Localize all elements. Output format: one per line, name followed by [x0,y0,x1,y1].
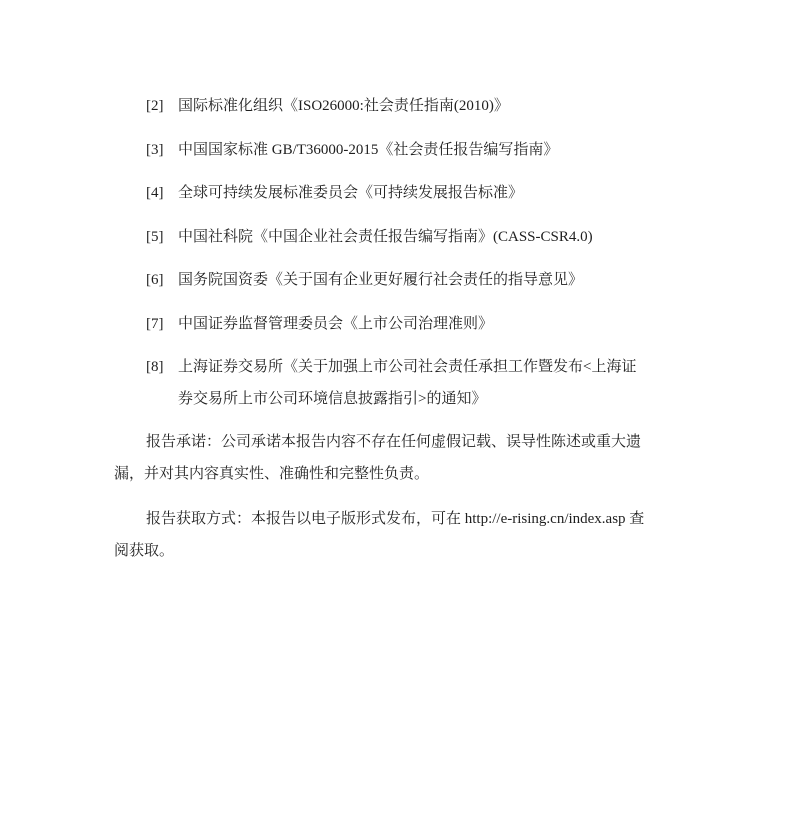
reference-item [146,95,671,117]
access-line-2: 阅获取。 [114,543,175,559]
reference-number: [6] [146,272,164,288]
reference-text: 中国国家标准 GB/T36000-2015《社会责任报告编写指南》 [178,142,559,158]
reference-number: [4] [146,185,164,201]
reference-item [146,269,671,291]
reference-item [146,139,671,161]
reference-text-line-1: 上海证券交易所《关于加强上市公司社会责任承担工作暨发布<上海证 [178,359,637,375]
reference-number: [5] [146,229,164,245]
reference-text: 中国证券监督管理委员会《上市公司治理准则》 [178,316,494,332]
access-line-1: 报告获取方式：本报告以电子版形式发布，可在 http://e-rising.cn/index.asp 查 [146,511,645,527]
reference-number: [2] [146,98,164,114]
reference-item [146,226,671,248]
reference-text-line-2: 券交易所上市公司环境信息披露指引>的通知》 [178,391,487,407]
reference-number: [3] [146,142,164,158]
reference-text: 中国社科院《中国企业社会责任报告编写指南》(CASS-CSR4.0) [178,229,593,245]
reference-item [146,182,671,204]
report-commitment [114,431,671,485]
commitment-line-2: 漏，并对其内容真实性、准确性和完整性负责。 [114,466,430,482]
reference-number: [7] [146,316,164,332]
reference-item [146,356,671,407]
reference-text: 国务院国资委《关于国有企业更好履行社会责任的指导意见》 [178,272,584,288]
commitment-line-1: 报告承诺：公司承诺本报告内容不存在任何虚假记载、误导性陈述或重大遗 [146,434,642,450]
report-access [114,508,671,562]
reference-text: 国际标准化组织《ISO26000:社会责任指南(2010)》 [178,98,509,114]
reference-text: 全球可持续发展标准委员会《可持续发展报告标准》 [178,185,524,201]
reference-item [146,313,671,335]
reference-number: [8] [146,359,164,375]
